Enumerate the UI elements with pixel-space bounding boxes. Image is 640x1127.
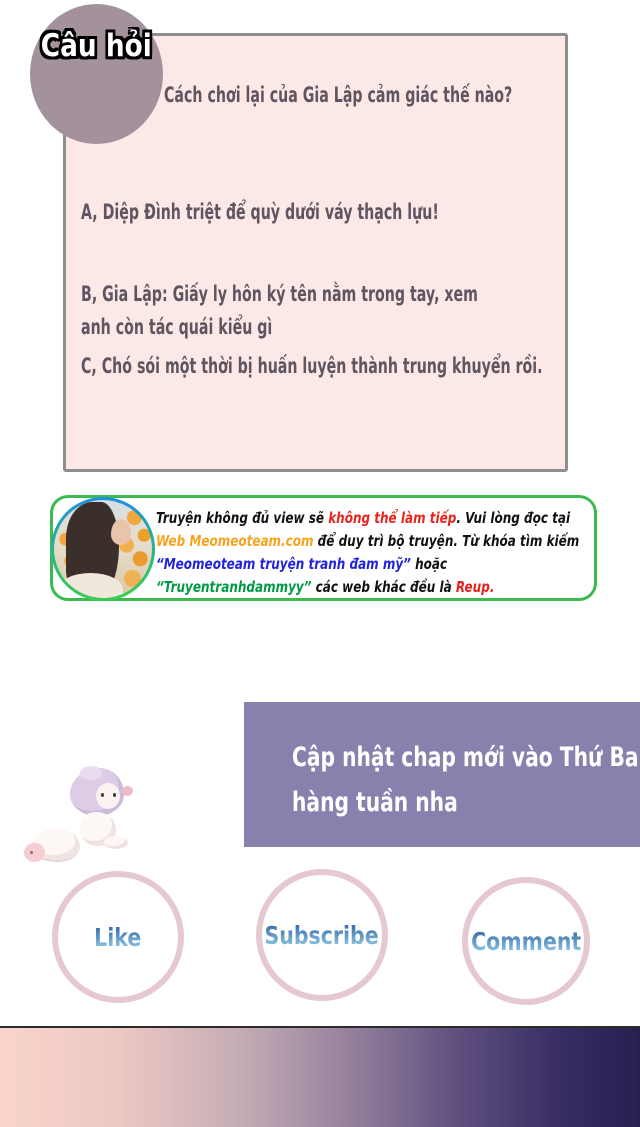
avatar-photo bbox=[54, 500, 152, 598]
notice-text-segment: hoặc bbox=[410, 555, 448, 573]
notice-line-1 bbox=[156, 507, 579, 530]
sheep-lying bbox=[24, 828, 80, 864]
option-c: C, Chó sói một thời bị huấn luyện thành trung khuyển rồi. bbox=[81, 354, 543, 379]
sheep-ear bbox=[122, 786, 133, 796]
like-button[interactable] bbox=[52, 871, 184, 1003]
subscribe-button[interactable] bbox=[256, 869, 388, 1001]
option-b: B, Gia Lập: Giấy ly hôn ký tên nằm trong tay, xem anh còn tác quái kiểu gì bbox=[81, 282, 478, 340]
option-a: A, Diệp Đình triệt để quỳ dưới váy thạch lựu! bbox=[81, 200, 439, 225]
search-keyword-text: “Truyentranhdammyy” bbox=[156, 578, 312, 596]
sheep-face bbox=[96, 783, 120, 809]
question-text: Cách chơi lại của Gia Lập cảm giác thế nào? bbox=[164, 83, 513, 108]
notice-line-4 bbox=[156, 576, 579, 599]
like-label: Like bbox=[94, 922, 142, 952]
sheep-illustration bbox=[24, 766, 136, 872]
notice-line-2 bbox=[156, 530, 579, 553]
site-link-text[interactable]: Web Meomeoteam.com bbox=[156, 532, 314, 550]
notice-text-segment: Truyện không đủ view sẽ bbox=[156, 509, 329, 527]
schedule-box bbox=[244, 702, 640, 847]
notice-text-segment: để duy trì bộ truyện. Từ khóa tìm kiếm bbox=[313, 532, 580, 550]
notice-text-segment: các web khác đều là bbox=[311, 578, 456, 596]
schedule-line-1: Cập nhật chap mới vào Thứ Ba bbox=[292, 742, 639, 773]
avatar-face bbox=[111, 519, 132, 545]
search-keyword-text: “Meomeoteam truyện tranh đam mỹ” bbox=[156, 555, 411, 573]
question-badge bbox=[30, 4, 163, 144]
comment-button[interactable] bbox=[462, 877, 590, 1005]
schedule-line-2: hàng tuần nha bbox=[292, 787, 458, 818]
notice-text bbox=[156, 507, 640, 599]
notice-text-segment: không thể làm tiếp bbox=[328, 509, 457, 527]
badge-label: Câu hỏi bbox=[41, 28, 152, 64]
subscribe-label: Subscribe bbox=[264, 920, 380, 950]
sheep-wool-curl bbox=[80, 766, 102, 780]
notice-text-segment: Reup. bbox=[455, 578, 495, 596]
notice-line-3 bbox=[156, 553, 579, 576]
sheep-leg bbox=[104, 836, 128, 849]
sheep-face bbox=[24, 843, 45, 862]
footer-gradient-bar bbox=[0, 1026, 640, 1127]
comment-label: Comment bbox=[470, 926, 582, 956]
avatar bbox=[51, 497, 155, 601]
notice-banner bbox=[50, 495, 597, 601]
notice-text-segment: . Vui lòng đọc tại bbox=[456, 509, 571, 527]
